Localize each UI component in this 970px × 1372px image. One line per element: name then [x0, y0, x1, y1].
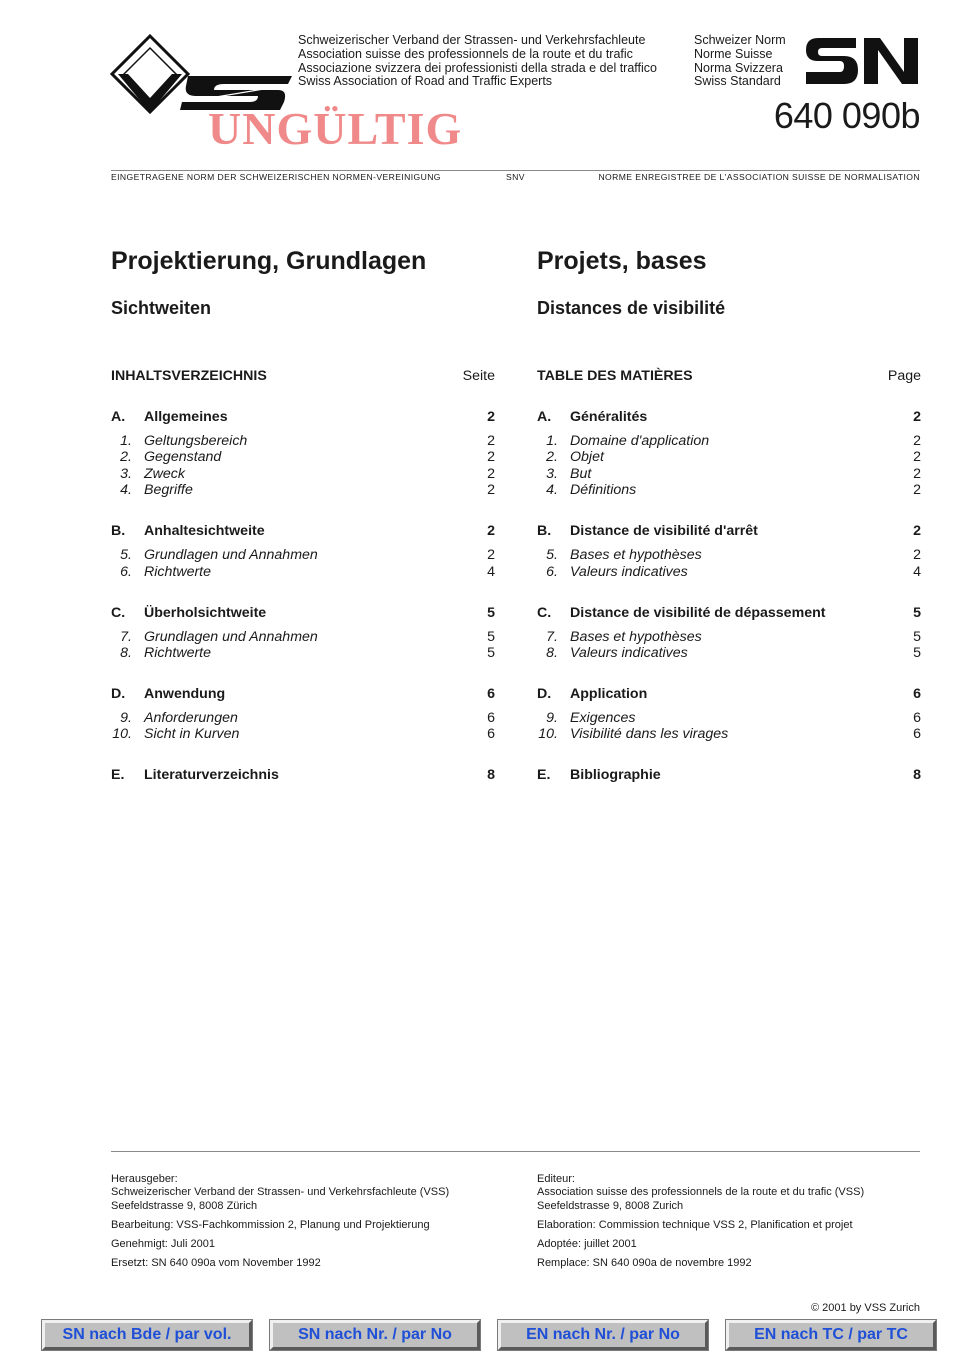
toc-page-number: 6	[913, 726, 921, 743]
toc-page-number: 6	[487, 710, 495, 726]
approved-note: Genehmigt: Juli 2001	[111, 1238, 215, 1250]
toc-title: Literaturverzeichnis	[144, 767, 279, 784]
toc-section-row	[111, 767, 495, 784]
toc-title: Grundlagen und Annahmen	[144, 628, 318, 645]
toc-title: Anforderungen	[144, 710, 238, 726]
toc-title: Anhaltesichtweite	[144, 523, 265, 540]
toc-number: D.	[111, 686, 126, 702]
replaces-note: Ersetzt: SN 640 090a vom November 1992	[111, 1257, 321, 1269]
toc-title: Définitions	[570, 482, 637, 499]
toc-entry-row	[111, 564, 495, 581]
publisher-line: Editeur:	[537, 1173, 575, 1185]
toc-section-row	[111, 686, 495, 703]
toc-number: 10.	[112, 726, 132, 743]
toc-number: 3.	[546, 465, 558, 482]
publisher-line: Seefeldstrasse 9, 8008 Zürich	[111, 1199, 258, 1212]
page-title-de: Projektierung, Grundlagen	[111, 247, 427, 275]
toc-number: 6.	[120, 563, 132, 580]
toc-page-number: 2	[487, 449, 495, 466]
toc-entry-row	[537, 547, 921, 564]
toc-page-number: 2	[487, 465, 495, 482]
toc-title: Richtwerte	[144, 645, 212, 661]
toc-entry-row	[537, 726, 921, 743]
toc-page-number: 2	[913, 523, 921, 540]
toc-entry-row	[111, 449, 495, 466]
toc-page-number: 2	[913, 433, 921, 449]
publisher-line: Schweizerischer Verband der Strassen- und Verkehrsfachleute (VSS)	[111, 1186, 450, 1199]
copyright-note: © 2001 by VSS Zurich	[811, 1302, 920, 1314]
toc-section-row	[111, 409, 495, 426]
toc-fr	[537, 0, 921, 800]
toc-number: 5.	[546, 547, 558, 564]
toc-number: 5.	[120, 547, 132, 564]
toc-entry-row	[111, 433, 495, 450]
toc-number: 3.	[120, 465, 132, 482]
toc-title: Gegenstand	[144, 449, 222, 466]
toc-page-number: 5	[487, 628, 495, 645]
toc-title: Distance de visibilité de dépassement	[570, 604, 826, 621]
toc-title: Bases et hypothèses	[570, 628, 702, 645]
publisher-line: Seefeldstrasse 9, 8008 Zurich	[537, 1199, 684, 1212]
toc-section-row	[537, 767, 921, 784]
toc-page-number: 5	[913, 645, 921, 661]
toc-entry-row	[111, 547, 495, 564]
toc-page-number: 5	[487, 604, 495, 621]
footer-fr	[537, 1173, 937, 1273]
association-line: Association suisse des professionnels de la route et du trafic	[298, 46, 633, 61]
toc-entry-row	[537, 564, 921, 581]
nav-sn-by-number-button[interactable]: SN nach Nr. / par No	[270, 1320, 480, 1350]
toc-section-row	[111, 605, 495, 622]
page-subtitle-de: Sichtweiten	[111, 298, 212, 318]
toc-number: 1.	[120, 433, 132, 449]
toc-entry-row	[537, 629, 921, 646]
toc-number: 1.	[546, 433, 558, 449]
toc-section-row	[537, 686, 921, 703]
toc-number: D.	[537, 686, 552, 702]
toc-page-number: 2	[487, 433, 495, 449]
toc-title: Valeurs indicatives	[570, 645, 688, 661]
toc-title: Objet	[570, 449, 604, 466]
association-line: Swiss Association of Road and Traffic Experts	[298, 74, 553, 89]
toc-page-number: 5	[913, 604, 921, 621]
association-line: Schweizerischer Verband der Strassen- und Verkehrsfachleute	[298, 33, 646, 47]
toc-page-number: 4	[913, 563, 921, 580]
toc-header	[111, 368, 495, 386]
toc-entry-row	[537, 449, 921, 466]
toc-title: Anwendung	[144, 686, 226, 702]
toc-page-number: 6	[913, 710, 921, 726]
toc-entry-row	[111, 645, 495, 662]
toc-page-label: Page	[887, 368, 921, 384]
nav-en-by-number-button[interactable]: EN nach Nr. / par No	[498, 1320, 708, 1350]
toc-page-number: 6	[487, 686, 495, 702]
toc-title: Bases et hypothèses	[570, 547, 702, 564]
nav-sn-by-volume-button[interactable]: SN nach Bde / par vol.	[42, 1320, 252, 1350]
toc-number: 9.	[546, 710, 558, 726]
publisher-line: Association suisse des professionnels de la route et du trafic (VSS)	[537, 1186, 865, 1199]
toc-page-number: 2	[487, 523, 495, 540]
registered-note-snv: SNV	[506, 172, 525, 182]
toc-page-number: 2	[913, 449, 921, 466]
approved-note: Adoptée: juillet 2001	[537, 1238, 637, 1250]
toc-number: 4.	[546, 482, 558, 499]
toc-entry-row	[537, 466, 921, 483]
publisher-line: Herausgeber:	[111, 1173, 178, 1185]
toc-title: Domaine d'application	[570, 433, 710, 449]
toc-page-number: 2	[487, 482, 495, 499]
nav-en-by-tc-button[interactable]: EN nach TC / par TC	[726, 1320, 936, 1350]
toc-number: E.	[537, 767, 551, 784]
toc-entry-row	[537, 645, 921, 662]
toc-entry-row	[537, 482, 921, 499]
footer-divider	[111, 1151, 920, 1152]
editing-note: Elaboration: Commission technique VSS 2, Planification et projet	[537, 1219, 853, 1231]
toc-number: 10.	[538, 726, 558, 743]
registered-note-fr: NORME ENREGISTREE DE L'ASSOCIATION SUISSE DE NORMALISATION	[598, 172, 920, 182]
toc-title: Allgemeines	[144, 409, 228, 425]
association-line: Associazione svizzera dei professionisti della strada e del traffico	[298, 60, 657, 75]
toc-number: 8.	[120, 645, 132, 661]
publisher-block	[111, 1173, 449, 1213]
toc-number: 8.	[546, 645, 558, 661]
toc-section-row	[537, 409, 921, 426]
toc-entry-row	[111, 726, 495, 743]
toc-title: Distance de visibilité d'arrêt	[570, 523, 758, 540]
toc-entry-row	[537, 710, 921, 727]
toc-title: Bibliographie	[570, 767, 661, 784]
toc-title: Begriffe	[144, 482, 193, 499]
norm-type-line: Swiss Standard	[694, 74, 781, 89]
registered-note-de: EINGETRAGENE NORM DER SCHWEIZERISCHEN NORMEN-VEREINIGUNG	[111, 172, 441, 182]
toc-title: Application	[570, 686, 648, 702]
toc-page-number: 2	[487, 409, 495, 425]
toc-number: 6.	[546, 563, 558, 580]
publisher-block	[537, 1173, 864, 1213]
toc-entry-row	[537, 433, 921, 450]
toc-header	[537, 368, 921, 386]
toc-page-number: 6	[913, 686, 921, 702]
toc-number: E.	[111, 767, 125, 784]
replaces-note: Remplace: SN 640 090a de novembre 1992	[537, 1257, 752, 1269]
toc-number: 9.	[120, 710, 132, 726]
toc-entry-row	[111, 629, 495, 646]
toc-page-number: 2	[913, 465, 921, 482]
toc-page-number: 2	[487, 547, 495, 564]
toc-number: 2.	[546, 449, 558, 466]
toc-title: Richtwerte	[144, 563, 212, 580]
toc-title: Grundlagen und Annahmen	[144, 547, 318, 564]
toc-number: A.	[537, 409, 552, 425]
toc-page-number: 5	[913, 628, 921, 645]
toc-number: B.	[537, 523, 552, 540]
toc-title: Geltungsbereich	[144, 433, 248, 449]
toc-page-number: 8	[487, 767, 495, 784]
norm-number: 640 090b	[773, 95, 920, 136]
toc-title: Überholsichtweite	[144, 604, 267, 621]
toc-entry-row	[111, 710, 495, 727]
toc-number: 4.	[120, 482, 132, 499]
toc-de	[111, 0, 495, 800]
toc-number: B.	[111, 523, 126, 540]
toc-label: TABLE DES MATIÈRES	[537, 368, 693, 384]
toc-title: But	[570, 465, 592, 482]
toc-page-number: 2	[913, 409, 921, 425]
toc-label: INHALTSVERZEICHNIS	[111, 368, 267, 384]
toc-page-label: Seite	[462, 368, 495, 384]
toc-page-number: 2	[913, 547, 921, 564]
toc-title: Sicht in Kurven	[144, 726, 240, 743]
toc-page-number: 2	[913, 482, 921, 499]
toc-page-number: 5	[487, 645, 495, 661]
toc-section-row	[111, 523, 495, 540]
toc-title: Exigences	[570, 710, 636, 726]
editing-note: Bearbeitung: VSS-Fachkommission 2, Planung und Projektierung	[111, 1219, 430, 1231]
toc-title: Visibilité dans les virages	[570, 726, 729, 743]
toc-number: A.	[111, 409, 126, 425]
toc-number: 7.	[546, 628, 558, 645]
footer-de	[111, 1173, 511, 1273]
toc-number: C.	[111, 604, 126, 621]
toc-number: 7.	[120, 628, 132, 645]
norm-type-line: Norma Svizzera	[694, 60, 783, 75]
toc-entry-row	[111, 482, 495, 499]
page-title-fr: Projets, bases	[537, 247, 707, 275]
toc-entry-row	[111, 466, 495, 483]
norm-type-line: Norme Suisse	[694, 46, 773, 61]
toc-section-row	[537, 523, 921, 540]
toc-page-number: 6	[487, 726, 495, 743]
norm-type-line: Schweizer Norm	[694, 33, 786, 47]
toc-title: Généralités	[570, 409, 648, 425]
invalid-watermark: UNGÜLTIG	[208, 103, 463, 154]
toc-section-row	[537, 605, 921, 622]
toc-page-number: 8	[913, 767, 921, 784]
toc-number: 2.	[120, 449, 132, 466]
toc-title: Valeurs indicatives	[570, 563, 688, 580]
toc-number: C.	[537, 604, 552, 621]
page-subtitle-fr: Distances de visibilité	[537, 298, 726, 318]
toc-page-number: 4	[487, 563, 495, 580]
toc-title: Zweck	[144, 465, 185, 482]
